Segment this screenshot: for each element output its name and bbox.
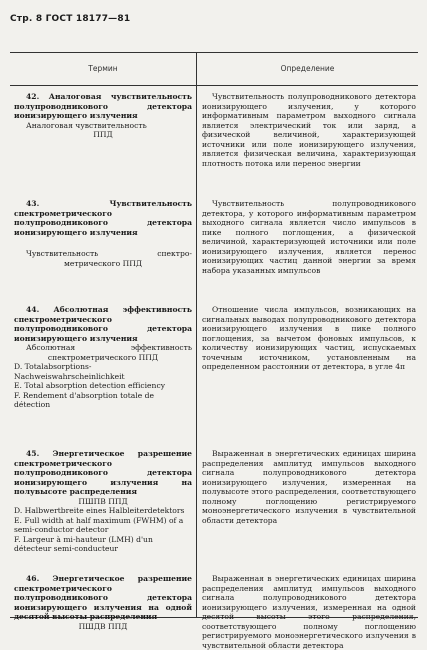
term-43-title: 43. Чувствительность спектрометрического полупроводникового детектора ионизирующего излучения: [14, 199, 192, 237]
term-44-short-name-c: спектрометрического ППД: [47, 352, 159, 362]
definition-43: Чувствительность полупроводникового детектора, у которого информативным параметром выходного сигнала является число импульсов в пике полного поглощения, а физической величиной, характеризующей источники или поле ионизирующего излучения, является перенос ионизирующих частиц данной энергии за время набора указанных импульсов: [202, 199, 416, 275]
definition-45: Выраженная в энергетических единицах ширина распределения амплитуд импульсов выходного сигнала полупроводникового детектора ионизирующего излучения, измеренная на полувысоте этого распределения, соответствующего полному поглощению регистрируемого моноэнергетического излучения в чувствительной области детектора: [202, 449, 416, 525]
term-42-short-name: Аналоговая чувствительность: [26, 120, 147, 130]
term-45-de: D. Halbwertbreite eines Halbleiterdetektors: [14, 506, 185, 515]
table-top-border: [10, 52, 418, 53]
term-44-short-name-a: Абсолютная: [26, 343, 76, 352]
term-44-short-name-b: эффективность: [130, 343, 192, 352]
term-44-fr: F. Rendement d'absorption totale de détection: [14, 390, 154, 409]
term-42-title: 42. Аналоговая чувствительность полупроводникового детектора ионизирующего излучения: [14, 92, 192, 120]
term-44-title: 44. Абсолютная эффективность спектрометрического полупроводникового детектора ионизирующего излучения: [14, 305, 192, 343]
column-divider: [196, 52, 197, 618]
term-44-short-name-row: [14, 343, 192, 353]
term-43-short-name-b-first: спектро-: [157, 249, 192, 258]
table-header-border: [10, 85, 418, 86]
terms-table: [10, 52, 418, 650]
term-43-short-name-row: [14, 249, 192, 259]
page-header: Стр. 8 ГОСТ 18177—81: [10, 14, 131, 24]
definition-46: Выраженная в энергетических единицах ширина распределения амплитуд импульсов выходного сигнала полупроводникового детектора ионизирующего излучения, измеренная на одной десятой высоты этого распределения, соответствующего полному поглощению регистрируемого моноэнергетического излучения в чувствительной области детектора: [202, 574, 416, 650]
term-46-title: 46. Энергетическое разрешение спектрометрического полупроводникового детектора ионизирующего излучения на одной десятой высоты распределения: [14, 574, 192, 621]
term-44-de: D. Totalabsorptions-Nachweiswahrscheinlichkeit: [14, 362, 125, 381]
column-header-term: Термин: [88, 64, 118, 73]
term-44: [14, 305, 192, 410]
term-42: [14, 92, 192, 140]
term-43-short-name-b: метрического ППД: [64, 258, 142, 268]
term-43: [14, 199, 192, 268]
term-43-short-name-a: Чувствительность: [26, 249, 99, 258]
term-46-abbr: ПШДВ ППД: [78, 621, 128, 631]
term-45: [14, 449, 192, 554]
term-45-fr: F. Largeur à mi-hauteur (LMH) d'un détecteur semi-conducteur: [14, 534, 153, 553]
term-45-abbr: ПШПВ ППД: [78, 496, 128, 506]
term-42-abbr: ППД: [93, 130, 113, 139]
definition-42: Чувствительность полупроводникового детектора ионизирующего излучения, у которого информативным параметром выходного сигнала является электрический ток или заряд, а физической величиной, характеризующей источники или поле ионизирующего излучения, является физическая величина, характеризующая плотность потока или перенос энергии: [202, 92, 416, 168]
definition-44: Отношение числа импульсов, возникающих на сигнальных выводах полупроводникового детектора ионизирующего излучения в пике полного поглощения, за вычетом фоновых импульсов, к количеству ионизирующих частиц, испускаемых точечным источником, установленным на определенном расстоянии от детектора, в угле 4π: [202, 305, 416, 371]
column-header-definition: Определение: [280, 64, 335, 73]
term-45-en: E. Full width at half maximum (FWHM) of a semi-conductor detector: [14, 515, 184, 534]
term-44-en: E. Total absorption detection efficiency: [14, 381, 165, 390]
term-45-title: 45. Энергетическое разрешение спектрометрического полупроводникового детектора ионизирующего излучения на полувысоте распределения: [14, 449, 192, 496]
term-46: [14, 574, 192, 631]
